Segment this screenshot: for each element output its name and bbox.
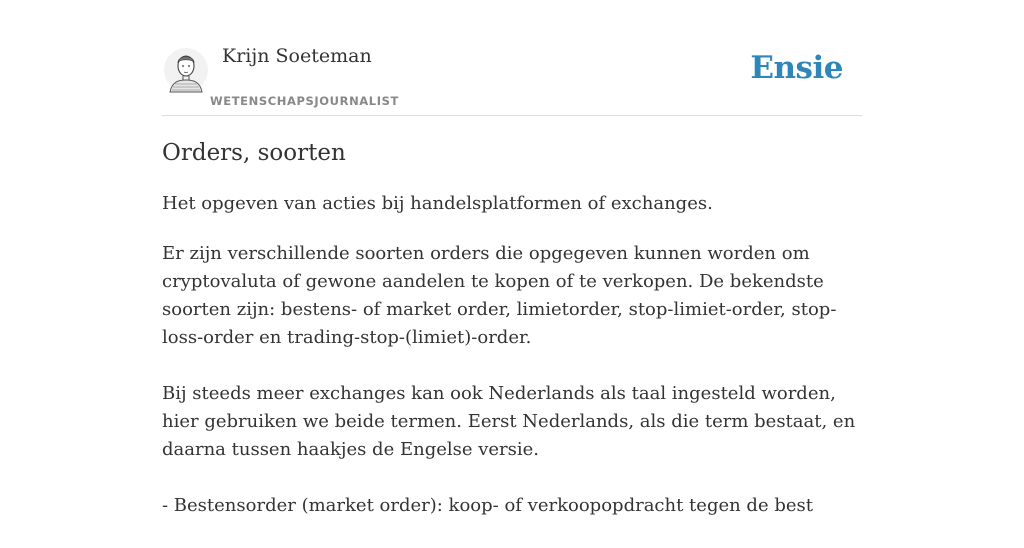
article-header [162,0,862,116]
author-role: WETENSCHAPSJOURNALIST [210,94,399,108]
article-title: Orders, soorten [162,140,346,166]
ensie-logo[interactable]: Ensie [750,50,843,86]
article-summary: Het opgeven van acties bij handelsplatformen of exchanges. [162,193,713,214]
author-avatar[interactable] [162,46,210,94]
author-name[interactable]: Krijn Soeteman [222,45,372,67]
body-paragraph: - Bestensorder (market order): koop- of verkoopopdracht tegen de best [162,495,813,516]
article-page [162,0,862,516]
body-paragraph: Er zijn verschillende soorten orders die opgegeven kunnen worden om cryptovaluta of gewone aandelen te kopen of te verkopen. De bekendste soorten zijn: bestens- of market order, limietorder, stop-limiet-order, stop-loss-order en trading-stop-(limiet)-order. [162,243,837,348]
article-body [162,240,862,548]
body-paragraph: Bij steeds meer exchanges kan ook Nederlands als taal ingesteld worden, hier gebruiken we beide termen. Eerst Nederlands, als die term bestaat, en daarna tussen haakjes de Engelse versie. [162,383,856,460]
